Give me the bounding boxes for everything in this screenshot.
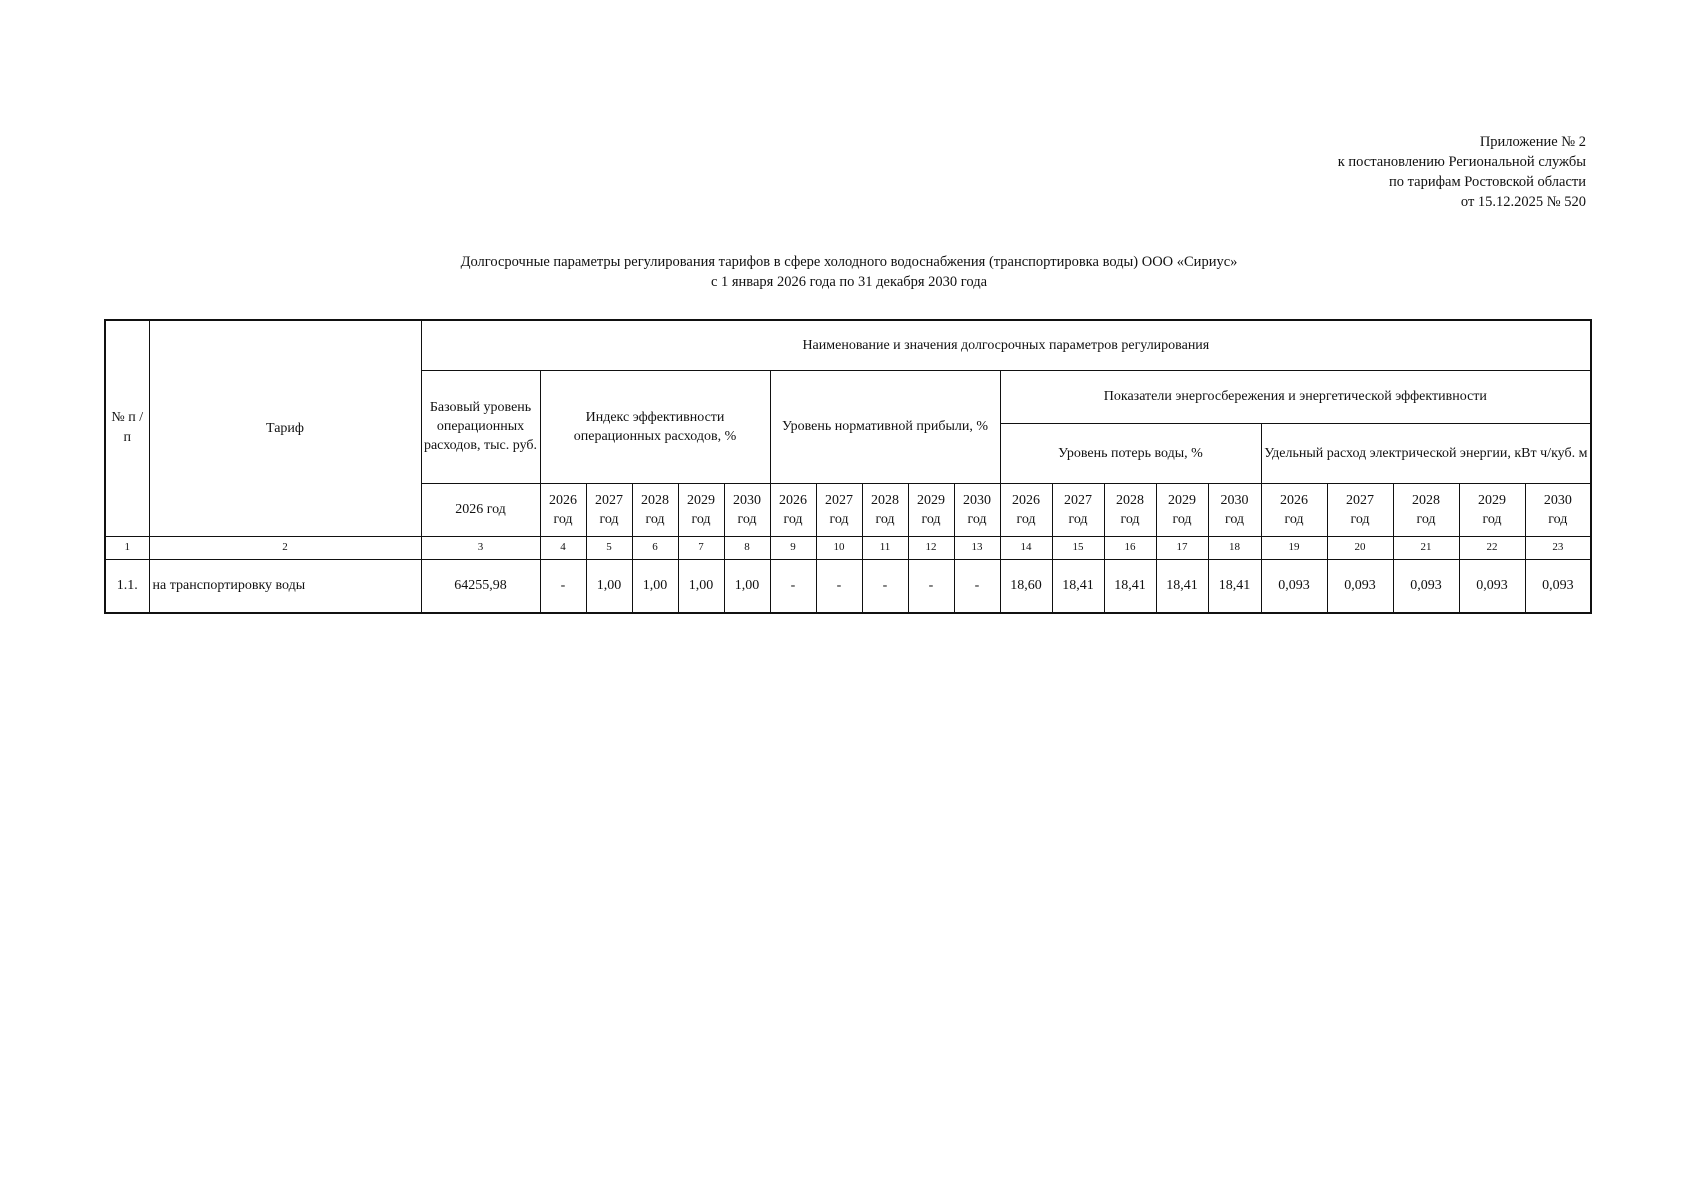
appendix-header: [1338, 132, 1586, 212]
column-number: 18: [1208, 536, 1261, 559]
appendix-line-2: к постановлению Региональной службы: [1337, 154, 1586, 170]
column-number: 4: [540, 536, 586, 559]
year-label: 2027: [1064, 492, 1092, 508]
year-label: 2030: [1543, 492, 1572, 508]
year-header: [1000, 483, 1052, 536]
header-normative-profit: Уровень нормативной прибыли, %: [770, 370, 1000, 483]
year-suffix: год: [691, 511, 711, 527]
year-header: [1156, 483, 1208, 536]
year-label: 2027: [825, 492, 853, 508]
column-number: 19: [1261, 536, 1327, 559]
year-header: [954, 483, 1000, 536]
table-row: [105, 559, 1591, 613]
header-tariff: Тариф: [149, 320, 421, 536]
year-suffix: год: [1416, 511, 1436, 527]
year-label: 2029: [1478, 492, 1506, 508]
row-tariff: на транспортировку воды: [149, 559, 421, 613]
column-number: 14: [1000, 536, 1052, 559]
year-header: [908, 483, 954, 536]
column-number: 22: [1459, 536, 1525, 559]
row-index-value: 1,00: [678, 559, 724, 613]
year-suffix: год: [1172, 511, 1192, 527]
column-number: 8: [724, 536, 770, 559]
row-losses-value: 18,41: [1104, 559, 1156, 613]
year-header: [540, 483, 586, 536]
column-number: 3: [421, 536, 540, 559]
row-electric-value: 0,093: [1327, 559, 1393, 613]
row-base-opex: 64255,98: [421, 559, 540, 613]
year-header: [862, 483, 908, 536]
column-number: 11: [862, 536, 908, 559]
year-label: 2026: [549, 492, 577, 508]
year-label: 2026: [779, 492, 807, 508]
header-number: [105, 320, 149, 536]
year-label: 2028: [1116, 492, 1144, 508]
header-electric-consumption: Удельный расход электрической энергии, кВт ч/куб. м: [1261, 423, 1591, 483]
row-losses-value: 18,41: [1052, 559, 1104, 613]
year-suffix: год: [1224, 511, 1245, 527]
year-header: [816, 483, 862, 536]
year-label: 2030: [1220, 492, 1249, 508]
year-label: 2026: [1280, 492, 1308, 508]
column-number: 20: [1327, 536, 1393, 559]
year-label: 2028: [641, 492, 669, 508]
year-label: 2026: [1012, 492, 1040, 508]
year-header: [1525, 483, 1591, 536]
row-losses-value: 18,41: [1156, 559, 1208, 613]
year-header: [1327, 483, 1393, 536]
row-losses-value: 18,41: [1208, 559, 1261, 613]
year-label: 2030: [733, 492, 761, 508]
year-suffix: год: [783, 511, 803, 527]
appendix-line-3: по тарифам Ростовской области: [1389, 174, 1586, 190]
year-suffix: год: [1350, 511, 1370, 527]
year-suffix: год: [737, 511, 757, 527]
tariff-parameters-table: [104, 319, 1592, 614]
row-index-value: 1,00: [724, 559, 770, 613]
header-base-year: 2026 год: [421, 483, 540, 536]
header-energy-efficiency: Показатели энергосбережения и энергетической эффективности: [1000, 370, 1591, 423]
year-suffix: год: [1016, 511, 1036, 527]
year-header: [678, 483, 724, 536]
row-electric-value: 0,093: [1261, 559, 1327, 613]
year-label: 2029: [1168, 492, 1196, 508]
year-label: 2028: [1412, 492, 1440, 508]
column-number: 16: [1104, 536, 1156, 559]
row-index-value: 1,00: [586, 559, 632, 613]
year-suffix: год: [1482, 511, 1502, 527]
year-header: [770, 483, 816, 536]
row-electric-value: 0,093: [1393, 559, 1459, 613]
year-suffix: год: [967, 511, 987, 527]
column-number: 17: [1156, 536, 1208, 559]
row-number: 1.1.: [105, 559, 149, 613]
column-number: 1: [105, 536, 149, 559]
row-index-value: 1,00: [632, 559, 678, 613]
year-suffix: год: [921, 511, 941, 527]
column-number: 12: [908, 536, 954, 559]
column-number: 7: [678, 536, 724, 559]
year-header: [1459, 483, 1525, 536]
year-header: [1104, 483, 1156, 536]
row-profit-value: -: [954, 559, 1000, 613]
column-number: 2: [149, 536, 421, 559]
year-suffix: год: [1548, 511, 1568, 527]
year-suffix: год: [829, 511, 849, 527]
document-title-line-1: Долгосрочные параметры регулирования тарифов в сфере холодного водоснабжения (транспортировка воды) ООО «Сириус»: [460, 254, 1238, 270]
header-long-term-parameters: Наименование и значения долгосрочных параметров регулирования: [421, 320, 1591, 370]
column-number: 5: [586, 536, 632, 559]
column-number: 9: [770, 536, 816, 559]
year-label: 2027: [1346, 492, 1374, 508]
year-header: [586, 483, 632, 536]
header-base-opex: Базовый уровень операционных расходов, тыс. руб.: [421, 370, 540, 483]
column-number: 6: [632, 536, 678, 559]
document-title-line-2: с 1 января 2026 года по 31 декабря 2030 года: [710, 274, 988, 290]
year-label: 2030: [963, 492, 991, 508]
header-efficiency-index: Индекс эффективности операционных расходов, %: [540, 370, 770, 483]
year-suffix: год: [645, 511, 665, 527]
year-label: 2029: [687, 492, 715, 508]
column-number: 23: [1525, 536, 1591, 559]
year-label: 2027: [595, 492, 623, 508]
row-electric-value: 0,093: [1459, 559, 1525, 613]
row-index-value: -: [540, 559, 586, 613]
year-header: [1393, 483, 1459, 536]
year-header: [632, 483, 678, 536]
year-header: [1261, 483, 1327, 536]
row-profit-value: -: [816, 559, 862, 613]
year-header: [1052, 483, 1104, 536]
row-profit-value: -: [862, 559, 908, 613]
year-suffix: год: [1284, 511, 1304, 527]
year-header: [724, 483, 770, 536]
document-title: [0, 252, 1698, 292]
row-profit-value: -: [908, 559, 954, 613]
column-number: 10: [816, 536, 862, 559]
year-suffix: год: [1068, 511, 1088, 527]
appendix-line-1: Приложение № 2: [1479, 134, 1586, 150]
year-header: [1208, 483, 1261, 536]
row-electric-value: 0,093: [1525, 559, 1591, 613]
header-water-losses: Уровень потерь воды, %: [1000, 423, 1261, 483]
column-number: 13: [954, 536, 1000, 559]
column-numbers-row: [105, 536, 1591, 559]
year-suffix: год: [553, 511, 573, 527]
header-number-label: № п /п: [111, 410, 144, 446]
year-label: 2028: [871, 492, 899, 508]
year-suffix: год: [875, 511, 895, 527]
column-number: 15: [1052, 536, 1104, 559]
year-suffix: год: [599, 511, 619, 527]
row-losses-value: 18,60: [1000, 559, 1052, 613]
column-number: 21: [1393, 536, 1459, 559]
row-profit-value: -: [770, 559, 816, 613]
year-suffix: год: [1120, 511, 1140, 527]
year-label: 2029: [917, 492, 945, 508]
appendix-line-4: от 15.12.2025 № 520: [1460, 194, 1586, 210]
